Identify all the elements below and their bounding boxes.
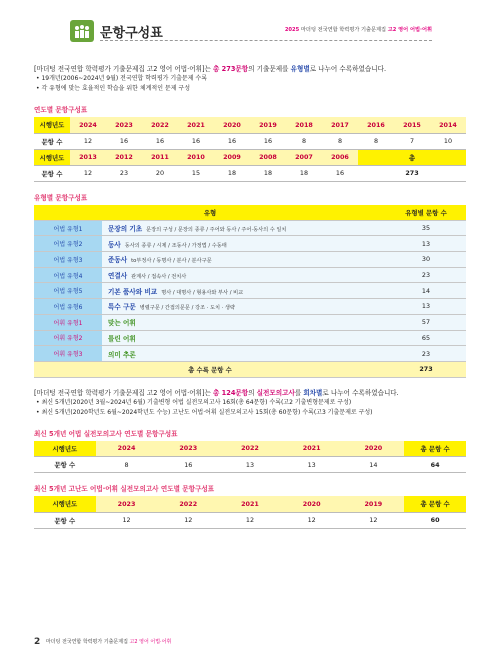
count-label: 문항 수 <box>34 133 70 149</box>
type-desc: 동사의 종류 / 시제 / 조동사 / 가정법 / 수동태 <box>124 242 227 249</box>
type-name: 틀린 어휘 <box>108 334 136 343</box>
type-count: 13 <box>386 236 466 252</box>
type-name: 동사 <box>108 240 121 249</box>
year-cell: 2021 <box>219 496 281 512</box>
type-desc-cell <box>102 220 386 236</box>
mock2-title: 최신 5개년 고난도 어법·어휘 실전모의고사 연도별 문항구성표 <box>34 485 215 494</box>
table-row <box>34 252 466 268</box>
year-label: 시행년도 <box>34 496 96 512</box>
table-row <box>34 236 466 252</box>
count-cell: 18 <box>286 165 322 181</box>
year-cell: 2022 <box>219 441 281 457</box>
count-cell: 16 <box>322 165 358 181</box>
type-table-title: 유형별 문항구성표 <box>34 193 88 202</box>
count-label: 문항 수 <box>34 165 70 181</box>
type-total-row <box>34 361 466 377</box>
type-category: 어휘 유형3 <box>34 346 102 362</box>
type-desc-cell <box>102 236 386 252</box>
year-cell: 2014 <box>430 117 466 133</box>
year-cell: 2023 <box>157 441 219 457</box>
total-value: 273 <box>358 165 466 181</box>
count-cell: 12 <box>343 512 405 528</box>
count-cell: 13 <box>219 457 281 473</box>
type-desc-cell <box>102 252 386 268</box>
count-cell: 16 <box>214 133 250 149</box>
type-desc: 병렬구문 / 간접의문문 / 강조 · 도치 · 생략 <box>139 305 235 312</box>
type-desc-cell <box>102 267 386 283</box>
type-category: 어휘 유형2 <box>34 330 102 346</box>
type-count: 30 <box>386 252 466 268</box>
year-cell: 2008 <box>250 149 286 165</box>
type-count: 13 <box>386 299 466 315</box>
year-cell: 2024 <box>70 117 106 133</box>
type-count: 23 <box>386 267 466 283</box>
header-series <box>285 26 432 33</box>
year-cell: 2017 <box>322 117 358 133</box>
type-category: 어법 유형1 <box>34 220 102 236</box>
year-cell: 2007 <box>286 149 322 165</box>
intro1-count: 총 273문항 <box>212 65 249 73</box>
total-label: 총 문항 수 <box>404 496 466 512</box>
type-count: 35 <box>386 220 466 236</box>
header-divider <box>100 40 432 41</box>
type-table-head <box>34 205 466 221</box>
header-subject: 고2 영어 어법·어휘 <box>387 27 432 33</box>
intro1-type: 유형별 <box>290 65 310 73</box>
intro2-type: 회차별 <box>303 388 323 397</box>
type-category: 어법 유형5 <box>34 283 102 299</box>
year-cell: 2010 <box>178 149 214 165</box>
mock2-count-row <box>34 512 466 528</box>
mock2-table <box>34 496 466 529</box>
count-cell: 12 <box>96 512 158 528</box>
count-cell: 16 <box>178 133 214 149</box>
mock1-title: 최신 5개년 어법 실전모의고사 연도별 문항구성표 <box>34 429 178 438</box>
table-row <box>34 283 466 299</box>
type-count: 65 <box>386 330 466 346</box>
page-header <box>34 0 466 44</box>
intro1-mid: 의 기출문제를 <box>248 65 291 73</box>
year-cell: 2019 <box>250 117 286 133</box>
type-name: 준동사 <box>108 256 128 265</box>
mock1-count-row <box>34 457 466 473</box>
count-row-2 <box>34 165 466 181</box>
type-category: 어법 유형6 <box>34 299 102 315</box>
count-cell: 8 <box>322 133 358 149</box>
count-cell: 8 <box>96 457 158 473</box>
type-count: 23 <box>386 346 466 362</box>
year-cell: 2015 <box>394 117 430 133</box>
header-year: 2025 <box>284 27 300 33</box>
type-total-value: 273 <box>386 361 466 377</box>
footer-text: 마더텅 전국연합 학력평가 기출문제집 <box>45 639 128 645</box>
year-cell: 2011 <box>142 149 178 165</box>
type-desc-cell <box>102 330 386 346</box>
year-cell: 2021 <box>178 117 214 133</box>
type-desc-cell <box>102 346 386 362</box>
intro-paragraph-2 <box>34 388 466 398</box>
type-table <box>34 205 466 378</box>
intro-paragraph-1 <box>34 64 466 74</box>
intro2-count: 총 124문항 <box>212 388 249 397</box>
count-cell: 16 <box>106 133 142 149</box>
table-row <box>34 299 466 315</box>
intro2-mid: 의 <box>248 388 257 397</box>
count-cell: 18 <box>250 165 286 181</box>
year-row-2 <box>34 149 466 165</box>
count-cell: 12 <box>70 165 106 181</box>
type-category: 어휘 유형1 <box>34 314 102 330</box>
intro1-post: 로 나누어 수록하였습니다. <box>309 65 387 73</box>
year-cell: 2021 <box>281 441 343 457</box>
page-title: 문항구성표 <box>100 26 163 41</box>
mock2-year-row <box>34 496 466 512</box>
count-cell: 12 <box>281 512 343 528</box>
year-cell: 2023 <box>96 496 158 512</box>
type-count: 14 <box>386 283 466 299</box>
type-name: 기본 품사와 비교 <box>108 287 158 296</box>
page-number: 2 <box>34 637 41 647</box>
type-desc-cell <box>102 314 386 330</box>
count-cell: 18 <box>214 165 250 181</box>
count-cell: 12 <box>219 512 281 528</box>
table-row <box>34 346 466 362</box>
type-name: 특수 구문 <box>108 303 136 312</box>
count-label: 문항 수 <box>34 512 96 528</box>
intro2-mid2: 를 <box>294 388 304 397</box>
table-row <box>34 314 466 330</box>
count-cell: 16 <box>157 457 219 473</box>
intro1-bullet-2: • 각 유형에 맞는 효율적인 학습을 위한 체계적인 문제 구성 <box>36 85 191 92</box>
page-footer <box>34 637 171 647</box>
table-row <box>34 267 466 283</box>
type-desc: 명사 / 대명사 / 형용사와 부사 / 비교 <box>161 289 244 296</box>
count-cell: 13 <box>281 457 343 473</box>
type-desc: to부정사 / 동명사 / 분사 / 분사구문 <box>131 258 212 265</box>
type-category: 어법 유형4 <box>34 267 102 283</box>
intro2-pre: [마더텅 전국연합 학력평가 기출문제집 고2 영어 어법·어휘]는 <box>34 388 213 397</box>
table-row <box>34 220 466 236</box>
year-cell: 2016 <box>358 117 394 133</box>
year-label: 시행년도 <box>34 117 70 133</box>
count-cell: 15 <box>178 165 214 181</box>
year-cell: 2018 <box>286 117 322 133</box>
count-cell: 14 <box>343 457 405 473</box>
count-cell: 12 <box>157 512 219 528</box>
total-value: 60 <box>404 512 466 528</box>
intro2-post: 로 나누어 수록하였습니다. <box>322 388 399 397</box>
type-name: 연결사 <box>108 272 128 281</box>
year-cell: 2024 <box>96 441 158 457</box>
type-name: 맞는 어휘 <box>108 319 136 328</box>
year-table-title: 연도별 문항구성표 <box>34 106 88 114</box>
type-category: 어법 유형3 <box>34 252 102 268</box>
total-label: 총 <box>358 149 466 165</box>
year-cell: 2013 <box>70 149 106 165</box>
type-head: 유형 <box>34 205 386 221</box>
type-total-label: 총 수록 문항 수 <box>34 361 386 377</box>
count-cell: 23 <box>106 165 142 181</box>
count-cell: 8 <box>286 133 322 149</box>
type-count: 57 <box>386 314 466 330</box>
type-name: 문장의 기초 <box>108 225 143 234</box>
year-cell: 2019 <box>343 496 405 512</box>
count-cell: 8 <box>358 133 394 149</box>
table-row <box>34 330 466 346</box>
count-cell: 10 <box>430 133 466 149</box>
footer-subject: 고2 영어 어법·어휘 <box>129 639 172 645</box>
count-cell: 16 <box>250 133 286 149</box>
intro1-bullet-1: • 19개년(2006~2024년 9월) 전국연합 학력평가 기출문제 수록 <box>36 75 208 82</box>
total-value: 64 <box>404 457 466 473</box>
chart-people-icon <box>70 20 94 42</box>
intro2-bullet-1: • 최신 5개년(2020년 3월~2024년 6월) 기출변형 어법 실전모의고사 16회(총 64문항) 수록(고2 기출변형문제로 구성) <box>36 398 352 406</box>
type-desc: 문장의 구성 / 문장의 종류 / 주어와 동사 / 주어·동사의 수 일치 <box>146 227 287 234</box>
year-table <box>34 117 466 182</box>
count-label: 문항 수 <box>34 457 96 473</box>
year-row-1 <box>34 117 466 133</box>
year-cell: 2020 <box>214 117 250 133</box>
mock1-year-row <box>34 441 466 457</box>
type-category: 어법 유형2 <box>34 236 102 252</box>
intro2-what: 실전모의고사 <box>256 388 295 397</box>
total-label: 총 문항 수 <box>404 441 466 457</box>
count-cell: 20 <box>142 165 178 181</box>
header-series-text: 마더텅 전국연합 학력평가 기출문제집 <box>300 27 387 33</box>
year-cell: 2022 <box>157 496 219 512</box>
intro1-pre: [마더텅 전국연합 학력평가 기출문제집 고2 영어 어법·어휘]는 <box>34 65 213 73</box>
year-label: 시행년도 <box>34 441 96 457</box>
year-cell: 2020 <box>281 496 343 512</box>
count-cell: 16 <box>142 133 178 149</box>
year-label: 시행년도 <box>34 149 70 165</box>
year-cell: 2022 <box>142 117 178 133</box>
count-cell: 7 <box>394 133 430 149</box>
year-cell: 2023 <box>106 117 142 133</box>
type-desc-cell <box>102 299 386 315</box>
year-cell: 2012 <box>106 149 142 165</box>
type-count-head: 유형별 문항 수 <box>386 205 466 221</box>
type-desc-cell <box>102 283 386 299</box>
type-name: 의미 추론 <box>108 350 136 359</box>
count-row-1 <box>34 133 466 149</box>
mock1-table <box>34 441 466 474</box>
count-cell: 12 <box>70 133 106 149</box>
year-cell: 2020 <box>343 441 405 457</box>
intro2-bullet-2: • 최신 5개년(2020학년도 6월~2024학년도 수능) 고난도 어법·어휘 실전모의고사 15회(총 60문항) 수록(고3 기출문제로 구성) <box>36 408 373 416</box>
year-cell: 2009 <box>214 149 250 165</box>
type-desc: 관계사 / 접속사 / 전치사 <box>131 274 187 281</box>
year-cell: 2006 <box>322 149 358 165</box>
